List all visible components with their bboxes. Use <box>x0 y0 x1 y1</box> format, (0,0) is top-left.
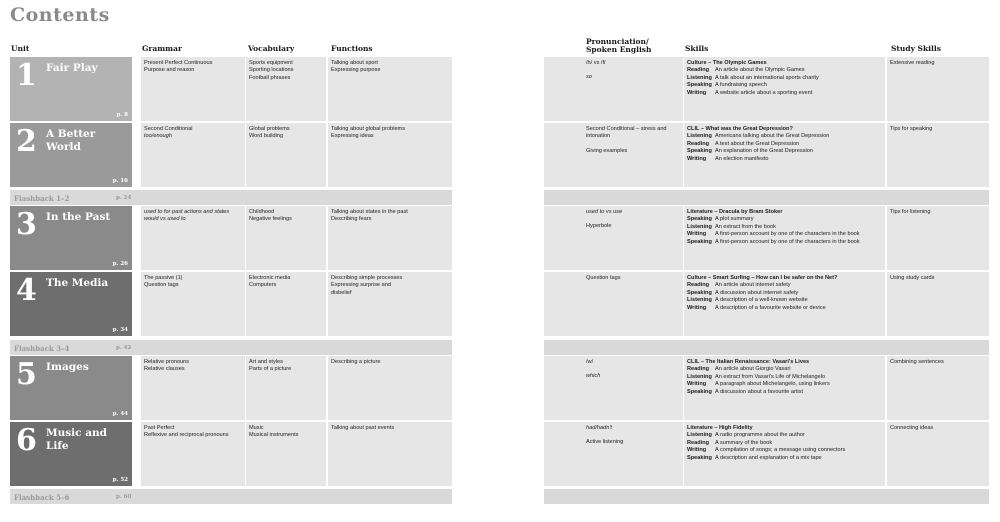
spacer <box>586 366 680 373</box>
skill-description: An extract from Vasari's Life of Michelangelo <box>715 373 826 380</box>
vocabulary-item: Electronic media <box>249 275 291 281</box>
study-skill: Combining sentences <box>890 359 944 365</box>
skills-title: Literature – Dracula by Bram Stoker <box>687 209 783 215</box>
skill-type: Reading <box>687 439 710 446</box>
grammar-item: Relative pronouns <box>144 359 190 365</box>
skills-row <box>687 297 882 304</box>
study-skills-cell <box>887 356 989 420</box>
skill-type: Listening <box>687 74 712 81</box>
unit-block-2[interactable] <box>10 123 132 187</box>
unit-page: p. 8 <box>116 112 128 118</box>
skill-type: Writing <box>687 304 707 311</box>
vocabulary-cell <box>246 123 326 187</box>
pronunciation-cell <box>544 206 683 270</box>
pronunciation-item: Giving examples <box>586 147 628 154</box>
skills-row <box>687 133 882 140</box>
grammar-cell <box>141 272 245 336</box>
functions-cell <box>328 356 452 420</box>
unit-block-3[interactable] <box>10 206 132 270</box>
functions-cell <box>328 123 452 187</box>
unit-block-1[interactable] <box>10 57 132 121</box>
header-pronunciation <box>586 38 651 54</box>
vocabulary-cell <box>246 57 326 121</box>
skill-type: Speaking <box>687 148 712 155</box>
skills-row <box>687 239 882 246</box>
flashback-bar[interactable] <box>10 489 452 504</box>
skill-type: Speaking <box>687 289 712 296</box>
vocabulary-item: Parts of a picture <box>249 366 292 373</box>
skills-row <box>687 75 882 82</box>
functions-cell <box>328 206 452 270</box>
functions-text: Describing simple processes Expressing surprise and disbelief <box>331 275 403 296</box>
pronunciation-item: used to vs use <box>586 209 623 215</box>
unit-number: 5 <box>16 357 37 392</box>
skills-cell <box>684 123 885 187</box>
grammar-item: Second Conditional <box>144 126 193 132</box>
pronunciation-cell <box>544 123 683 187</box>
unit-number: 4 <box>16 273 37 308</box>
skill-type: Listening <box>687 373 712 380</box>
study-skill: Tips for speaking <box>890 126 933 132</box>
unit-name: Music and Life <box>46 427 107 452</box>
skill-type: Writing <box>687 89 707 96</box>
pronunciation-cell <box>544 422 683 486</box>
skills-row <box>687 90 882 97</box>
skill-description: A summary of the book <box>715 439 773 446</box>
skill-type: Reading <box>687 140 710 147</box>
pronunciation-cell <box>544 272 683 336</box>
unit-number: 1 <box>16 58 37 93</box>
vocabulary-item: Word building <box>249 133 284 140</box>
skill-description: An extract from the book <box>715 223 776 230</box>
header-skills: Skills <box>685 44 709 53</box>
vocabulary-item: Negative feelings <box>249 216 292 223</box>
flashback-bar[interactable] <box>10 340 452 355</box>
vocabulary-item: Art and styles <box>249 359 283 365</box>
unit-page: p. 52 <box>112 477 128 483</box>
skill-description: Americans talking about the Great Depression <box>715 133 830 140</box>
skill-type: Listening <box>687 297 712 304</box>
grammar-item: Present Perfect Continuous <box>144 60 213 66</box>
skills-row <box>687 282 882 289</box>
study-skills-cell <box>887 123 989 187</box>
unit-page: p. 26 <box>112 261 128 267</box>
unit-name: The Media <box>46 277 109 289</box>
header-vocabulary: Vocabulary <box>248 44 295 53</box>
flashback-page: p. 24 <box>116 195 132 201</box>
functions-text: Talking about states in the past Describing fears <box>331 209 408 223</box>
skills-row <box>687 82 882 89</box>
unit-number: 3 <box>16 207 37 242</box>
grammar-item: The passive (1) <box>144 275 183 281</box>
pronunciation-item: /w/ <box>586 359 594 365</box>
grammar-cell <box>141 123 245 187</box>
skill-type: Writing <box>687 447 707 454</box>
skill-description: A fundraising speech <box>715 82 767 89</box>
skill-description: An article about Giorgio Vasari <box>715 366 791 373</box>
skills-row <box>687 156 882 163</box>
pronunciation-item: Active listening <box>586 439 624 446</box>
study-skill: Tips for listening <box>890 209 931 215</box>
skill-type: Reading <box>687 67 710 74</box>
spacer <box>586 216 680 223</box>
flashback-label: Flashback 5–6 <box>14 493 70 502</box>
pronunciation-item: Question tags <box>586 275 621 281</box>
vocabulary-item: Sporting locations <box>249 67 294 74</box>
header-pronunciation-line1: Pronunciation/ <box>586 37 649 46</box>
skills-row <box>687 366 882 373</box>
skills-row <box>687 389 882 396</box>
skill-description: A first-person account by one of the characters in the book <box>715 231 860 238</box>
skill-type: Speaking <box>687 238 712 245</box>
functions-text: Talking about sport Expressing purpose <box>331 60 381 74</box>
grammar-cell <box>141 206 245 270</box>
skills-row <box>687 374 882 381</box>
skill-type: Writing <box>687 381 707 388</box>
spacer <box>586 67 680 74</box>
flashback-bar-right <box>544 340 989 355</box>
unit-name: A Better World <box>46 128 96 153</box>
functions-cell <box>328 422 452 486</box>
functions-cell <box>328 272 452 336</box>
skill-type: Writing <box>687 231 707 238</box>
grammar-item: Question tags <box>144 282 179 289</box>
skills-row <box>687 290 882 297</box>
skill-type: Speaking <box>687 454 712 461</box>
skill-description: An article about internet safety <box>715 282 791 289</box>
study-skill: Connecting ideas <box>890 425 934 431</box>
flashback-label: Flashback 1–2 <box>14 194 70 203</box>
vocabulary-item: Music <box>249 425 264 431</box>
flashback-bar-right <box>544 190 989 205</box>
vocabulary-item: Computers <box>249 282 277 289</box>
skill-description: A discussion about internet safety <box>715 289 799 296</box>
skills-title: Culture – Smart Surfing – How can I be safer on the Net? <box>687 275 838 281</box>
skills-title: Culture – The Olympic Games <box>687 60 767 66</box>
functions-text: Talking about past events <box>331 425 395 431</box>
skills-title: CLIL – The Italian Renaissance: Vasari's Lives <box>687 359 810 365</box>
skill-description: A website article about a sporting event <box>715 89 813 96</box>
vocabulary-cell <box>246 356 326 420</box>
vocabulary-item: Musical instruments <box>249 432 299 439</box>
skills-cell <box>684 356 885 420</box>
pronunciation-item: had/hadn't <box>586 425 612 431</box>
skills-row <box>687 455 882 462</box>
skill-type: Reading <box>687 366 710 373</box>
flashback-bar[interactable] <box>10 190 452 205</box>
unit-name: Images <box>46 361 89 373</box>
grammar-cell <box>141 57 245 121</box>
spacer <box>586 141 680 148</box>
pronunciation-item: Second Conditional – stress and intonation <box>586 126 667 140</box>
unit-number: 6 <box>16 423 37 458</box>
skill-description: A text about the Great Depression <box>715 140 800 147</box>
skill-type: Listening <box>687 133 712 140</box>
functions-text: Talking about global problems Expressing ideas <box>331 126 406 140</box>
grammar-cell <box>141 356 245 420</box>
grammar-item: Relative clauses <box>144 366 185 373</box>
study-skills-cell <box>887 272 989 336</box>
skill-description: An explanation of the Great Depression <box>715 148 813 155</box>
grammar-item: Reflexive and reciprocal pronouns <box>144 432 229 439</box>
vocabulary-item: Sports equipment <box>249 60 293 66</box>
header-functions: Functions <box>331 44 373 53</box>
skill-type: Reading <box>687 282 710 289</box>
grammar-item: used to for past actions and states <box>144 209 230 215</box>
skill-description: An article about the Olympic Games <box>715 67 805 74</box>
grammar-item: Purpose and reason <box>144 67 195 74</box>
flashback-page: p. 60 <box>116 494 132 500</box>
vocabulary-item: Childhood <box>249 209 275 215</box>
skill-type: Listening <box>687 432 712 439</box>
unit-page: p. 44 <box>112 411 128 417</box>
grammar-item: Past Perfect <box>144 425 175 431</box>
skills-row <box>687 440 882 447</box>
functions-text: Describing a picture <box>331 359 381 365</box>
skill-description: A talk about an international sports charity <box>715 74 819 81</box>
pronunciation-item: so <box>586 74 592 81</box>
skills-row <box>687 231 882 238</box>
skills-row <box>687 447 882 454</box>
grammar-item: too/enough <box>144 133 172 140</box>
skills-row <box>687 216 882 223</box>
skills-cell <box>684 57 885 121</box>
skills-row <box>687 67 882 74</box>
skills-row <box>687 141 882 148</box>
pronunciation-cell <box>544 356 683 420</box>
skill-type: Listening <box>687 223 712 230</box>
unit-page: p. 34 <box>112 327 128 333</box>
skill-description: A paragraph about Michelangelo, using linkers <box>715 381 830 388</box>
skill-description: A discussion about a favourite artist <box>715 388 803 395</box>
skills-row <box>687 305 882 312</box>
unit-block-4[interactable] <box>10 272 132 336</box>
spacer <box>586 282 680 289</box>
header-unit: Unit <box>11 44 30 53</box>
skills-cell <box>684 272 885 336</box>
pronunciation-cell <box>544 57 683 121</box>
skill-type: Speaking <box>687 388 712 395</box>
skill-description: A compilation of songs; a message using connectors <box>715 447 846 454</box>
skill-description: A description of a favourite website or device <box>715 304 826 311</box>
skill-description: A radio programme about the author <box>715 432 805 439</box>
skill-type: Speaking <box>687 216 712 223</box>
functions-cell <box>328 57 452 121</box>
pronunciation-item: /h/ vs /f/ <box>586 60 606 66</box>
study-skills-cell <box>887 206 989 270</box>
skills-cell <box>684 422 885 486</box>
skills-title: CLIL – What was the Great Depression? <box>687 126 793 132</box>
study-skill: Using study cards <box>890 275 935 281</box>
header-study-skills: Study Skills <box>891 44 941 53</box>
skills-row <box>687 224 882 231</box>
grammar-cell <box>141 422 245 486</box>
pronunciation-item: Hyperbole <box>586 223 612 230</box>
flashback-bar-right <box>544 489 989 504</box>
unit-name: In the Past <box>46 211 111 223</box>
flashback-label: Flashback 3–4 <box>14 344 70 353</box>
skill-type: Speaking <box>687 82 712 89</box>
spacer <box>586 432 680 439</box>
skill-description: A description and explanation of a mix tape <box>715 454 822 461</box>
vocabulary-item: Football phrases <box>249 74 291 81</box>
study-skills-cell <box>887 57 989 121</box>
pronunciation-item: which <box>586 373 601 380</box>
study-skills-cell <box>887 422 989 486</box>
header-grammar: Grammar <box>142 44 182 53</box>
skills-row <box>687 432 882 439</box>
header-pronunciation-line2: Spoken English <box>586 45 652 54</box>
vocabulary-cell <box>246 272 326 336</box>
skills-row <box>687 148 882 155</box>
skills-row <box>687 381 882 388</box>
vocabulary-cell <box>246 422 326 486</box>
grammar-item: would vs used to <box>144 216 186 223</box>
skills-cell <box>684 206 885 270</box>
study-skill: Extensive reading <box>890 60 935 66</box>
skill-description: A first-person account by one of the characters in the book <box>715 238 860 245</box>
vocabulary-cell <box>246 206 326 270</box>
page-title: Contents <box>10 4 110 26</box>
skill-description: A description of a well-known website <box>715 297 808 304</box>
unit-number: 2 <box>16 124 37 159</box>
skill-description: A plot summary <box>715 216 754 223</box>
unit-block-6[interactable] <box>10 422 132 486</box>
vocabulary-item: Global problems <box>249 126 290 132</box>
skills-title: Literature – High Fidelity <box>687 425 753 431</box>
unit-block-5[interactable] <box>10 356 132 420</box>
unit-page: p. 16 <box>112 178 128 184</box>
skill-description: An election manifesto <box>715 155 769 162</box>
unit-name: Fair Play <box>46 62 98 74</box>
skill-type: Writing <box>687 155 707 162</box>
flashback-page: p. 42 <box>116 345 132 351</box>
